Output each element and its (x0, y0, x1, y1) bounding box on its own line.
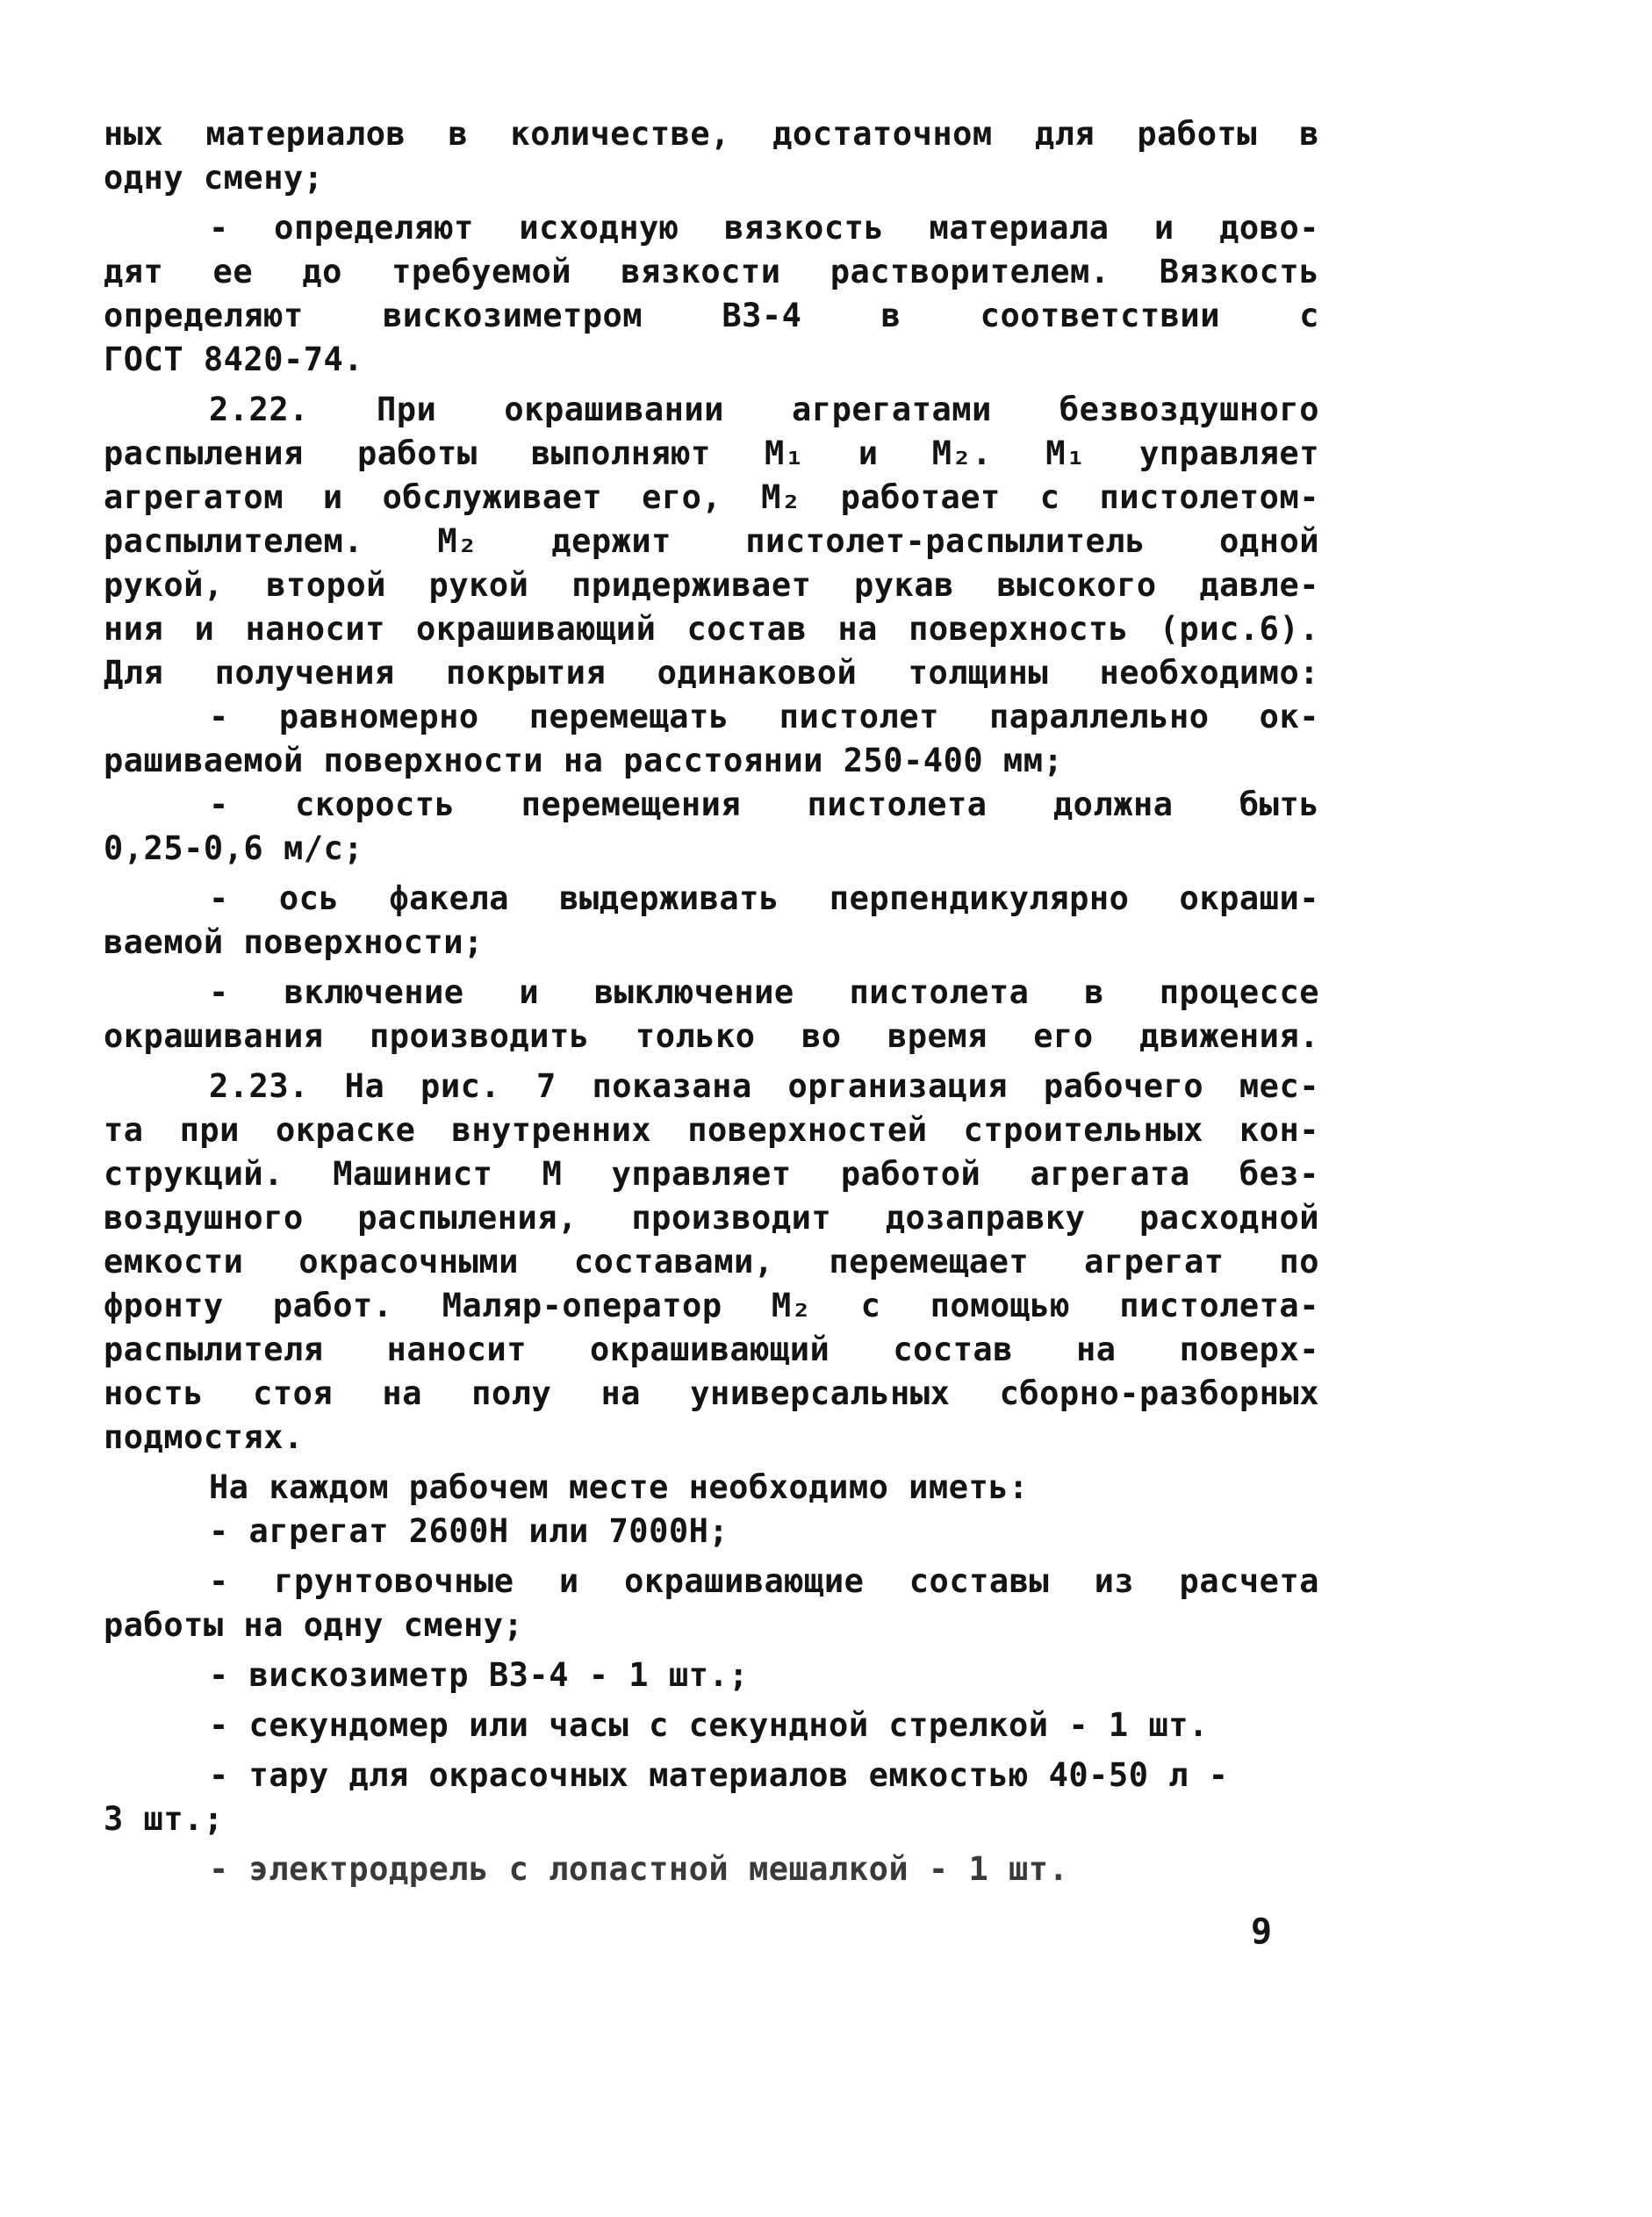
text-line: воздушного распыления, производит дозаправку расходной (104, 1199, 1319, 1237)
list-item-line: - ось факела выдерживать перпендикулярно окраши- (209, 879, 1319, 917)
text-line: окрашивания производить только во время его движения. (104, 1017, 1319, 1055)
text-line: та при окраске внутренних поверхностей строительных кон- (104, 1111, 1319, 1149)
list-item-line: - тару для окрасочных материалов емкостью 40-50 л - (209, 1756, 1229, 1794)
list-item-line: - грунтовочные и окрашивающие составы из расчета (209, 1562, 1319, 1600)
list-item-line: - скорость перемещения пистолета должна быть (209, 786, 1319, 823)
text-line: ваемой поверхности; (104, 923, 484, 961)
text-line: ГОСТ 8420-74. (104, 341, 364, 378)
text-line: работы на одну смену; (104, 1606, 524, 1644)
list-item-line: - секундомер или часы с секундной стрелкой - 1 шт. (209, 1706, 1209, 1744)
text-line: подмостях. (104, 1418, 304, 1456)
text-line: струкций. Машинист М управляет работой агрегата без- (104, 1155, 1319, 1193)
list-item-line: - равномерно перемещать пистолет параллельно ок- (209, 698, 1319, 735)
text-line: дят ее до требуемой вязкости растворителем. Вязкость (104, 253, 1319, 291)
text-line: рукой, второй рукой придерживает рукав высокого давле- (104, 566, 1319, 604)
list-item-line: - агрегат 2600Н или 7000Н; (209, 1512, 729, 1550)
list-item-line: - включение и выключение пистолета в процессе (209, 973, 1319, 1011)
text-line: - определяют исходную вязкость материала и дово- (209, 209, 1319, 247)
text-line: агрегатом и обслуживает его, М₂ работает с пистолетом- (104, 478, 1319, 516)
text-line: ных материалов в количестве, достаточном для работы в (104, 115, 1319, 153)
text-line: рашиваемой поверхности на расстоянии 250-400 мм; (104, 742, 1064, 779)
text-line: 0,25-0,6 м/с; (104, 829, 364, 867)
section-heading-line: 2.22. При окрашивании агрегатами безвоздушного (209, 391, 1319, 428)
text-line: ния и наносит окрашивающий состав на поверхность (рис.6). (104, 610, 1319, 648)
text-line: фронту работ. Маляр-оператор М₂ с помощью пистолета- (104, 1287, 1319, 1324)
section-heading-line: 2.23. На рис. 7 показана организация рабочего мес- (209, 1067, 1319, 1105)
page-number: 9 (1251, 1912, 1273, 1952)
text-line: На каждом рабочем месте необходимо иметь: (209, 1468, 1029, 1506)
text-line: распылителем. М₂ держит пистолет-распылитель одной (104, 522, 1319, 560)
text-line: Для получения покрытия одинаковой толщины необходимо: (104, 654, 1319, 692)
text-line: распыления работы выполняют М₁ и М₂. М₁ управляет (104, 434, 1319, 472)
list-item-line: - вискозиметр ВЗ-4 - 1 шт.; (209, 1656, 749, 1694)
list-item-line: - электродрель с лопастной мешалкой - 1 шт. (209, 1850, 1069, 1888)
text-line: распылителя наносит окрашивающий состав на поверх- (104, 1331, 1319, 1368)
text-line: емкости окрасочными составами, перемещает агрегат по (104, 1243, 1319, 1281)
body-text (104, 112, 1319, 1891)
text-line: 3 шт.; (104, 1800, 224, 1838)
text-line: ность стоя на полу на универсальных сборно-разборных (104, 1374, 1319, 1412)
text-line: одну смену; (104, 159, 324, 197)
text-line: определяют вискозиметром ВЗ-4 в соответствии с (104, 297, 1319, 334)
